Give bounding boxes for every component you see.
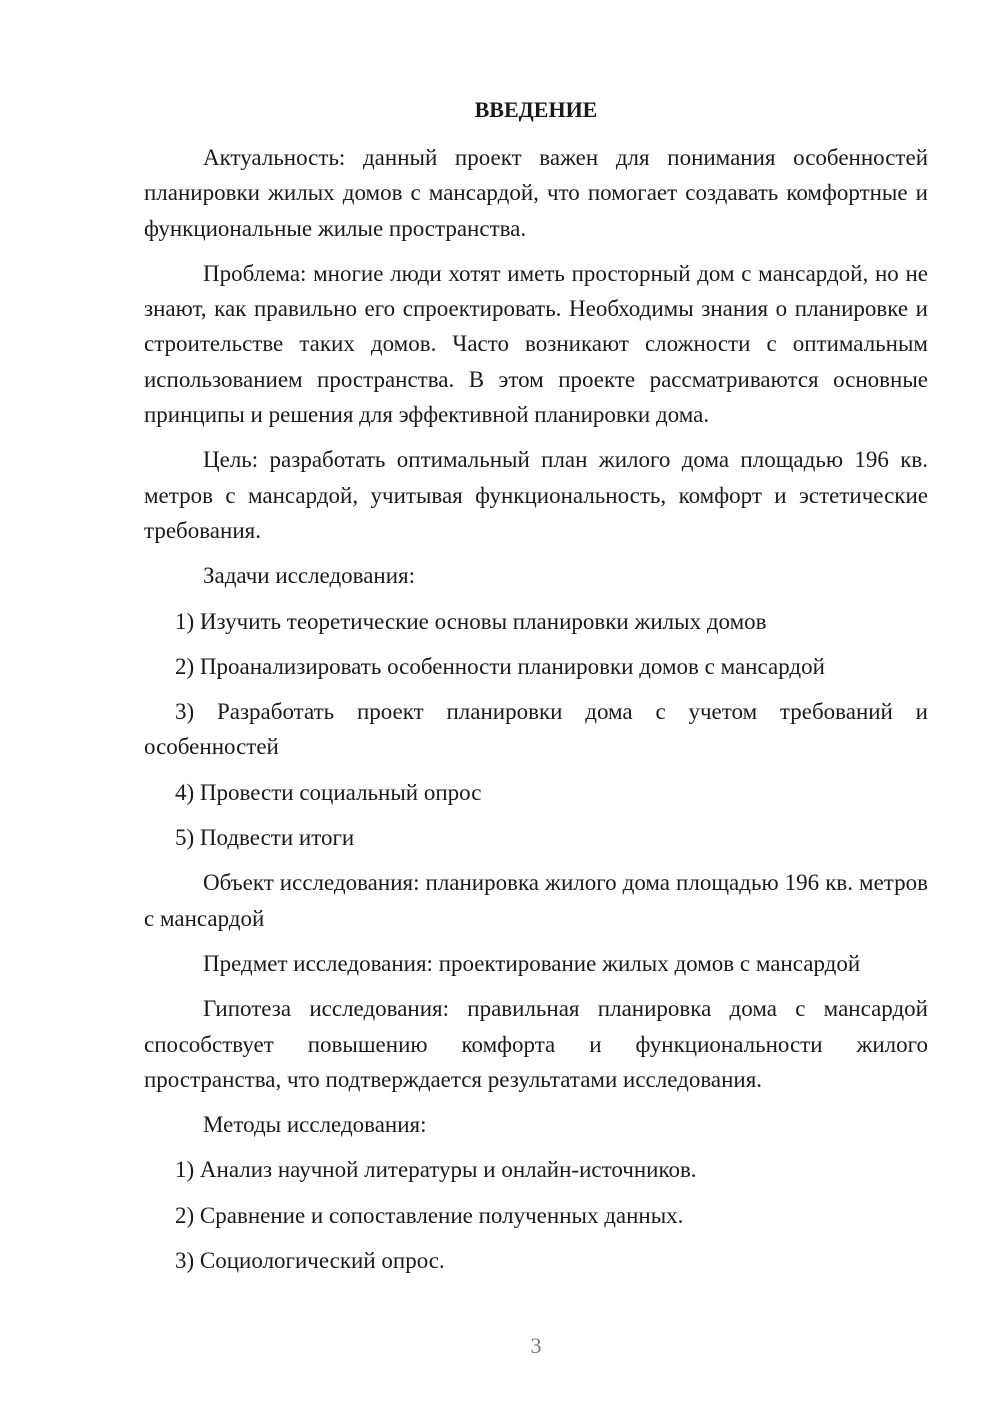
task-item: 4) Провести социальный опрос (175, 779, 482, 805)
method-item: 2) Сравнение и сопоставление полученных данных. (175, 1202, 684, 1228)
task-item: 3) Разработать проект планировки дома с учетом требований и особенностей (144, 699, 928, 760)
section-heading: ВВЕДЕНИЕ (474, 97, 598, 122)
problem-paragraph: Проблема: многие люди хотят иметь просторный дом с мансардой, но не знают, как правильно его спроектировать. Необходимы знания о планировке и строительстве таких домов. Часто возникают сложности с оптимальным использованием пространства. В этом проекте рассматриваются основные принципы и решения для эффективной планировки дома. (144, 260, 928, 428)
methods-title: Методы исследования: (203, 1112, 427, 1138)
page-number: 3 (530, 1333, 542, 1358)
object-paragraph: Объект исследования: планировка жилого дома площадью 196 кв. метров с мансардой (144, 870, 928, 931)
goal-paragraph: Цель: разработать оптимальный план жилого дома площадью 196 кв. метров с мансардой, учитывая функциональность, комфорт и эстетические требования. (144, 447, 928, 543)
hypothesis-paragraph: Гипотеза исследования: правильная планировка дома с мансардой способствует повышению комфорта и функциональности жилого пространства, что подтверждается результатами исследования. (144, 996, 928, 1092)
document-page (144, 92, 928, 1288)
method-item: 1) Анализ научной литературы и онлайн-источников. (175, 1157, 697, 1183)
method-item: 3) Социологический опрос. (175, 1248, 445, 1274)
task-item: 2) Проанализировать особенности планировки домов с мансардой (175, 653, 825, 679)
relevance-paragraph: Актуальность: данный проект важен для понимания особенностей планировки жилых домов с мансардой, что помогает создавать комфортные и функциональные жилые пространства. (144, 145, 928, 241)
subject-paragraph: Предмет исследования: проектирование жилых домов с мансардой (203, 950, 861, 976)
task-item: 1) Изучить теоретические основы планировки жилых домов (175, 608, 767, 634)
tasks-title: Задачи исследования: (203, 563, 416, 589)
task-item: 5) Подвести итоги (175, 825, 355, 851)
